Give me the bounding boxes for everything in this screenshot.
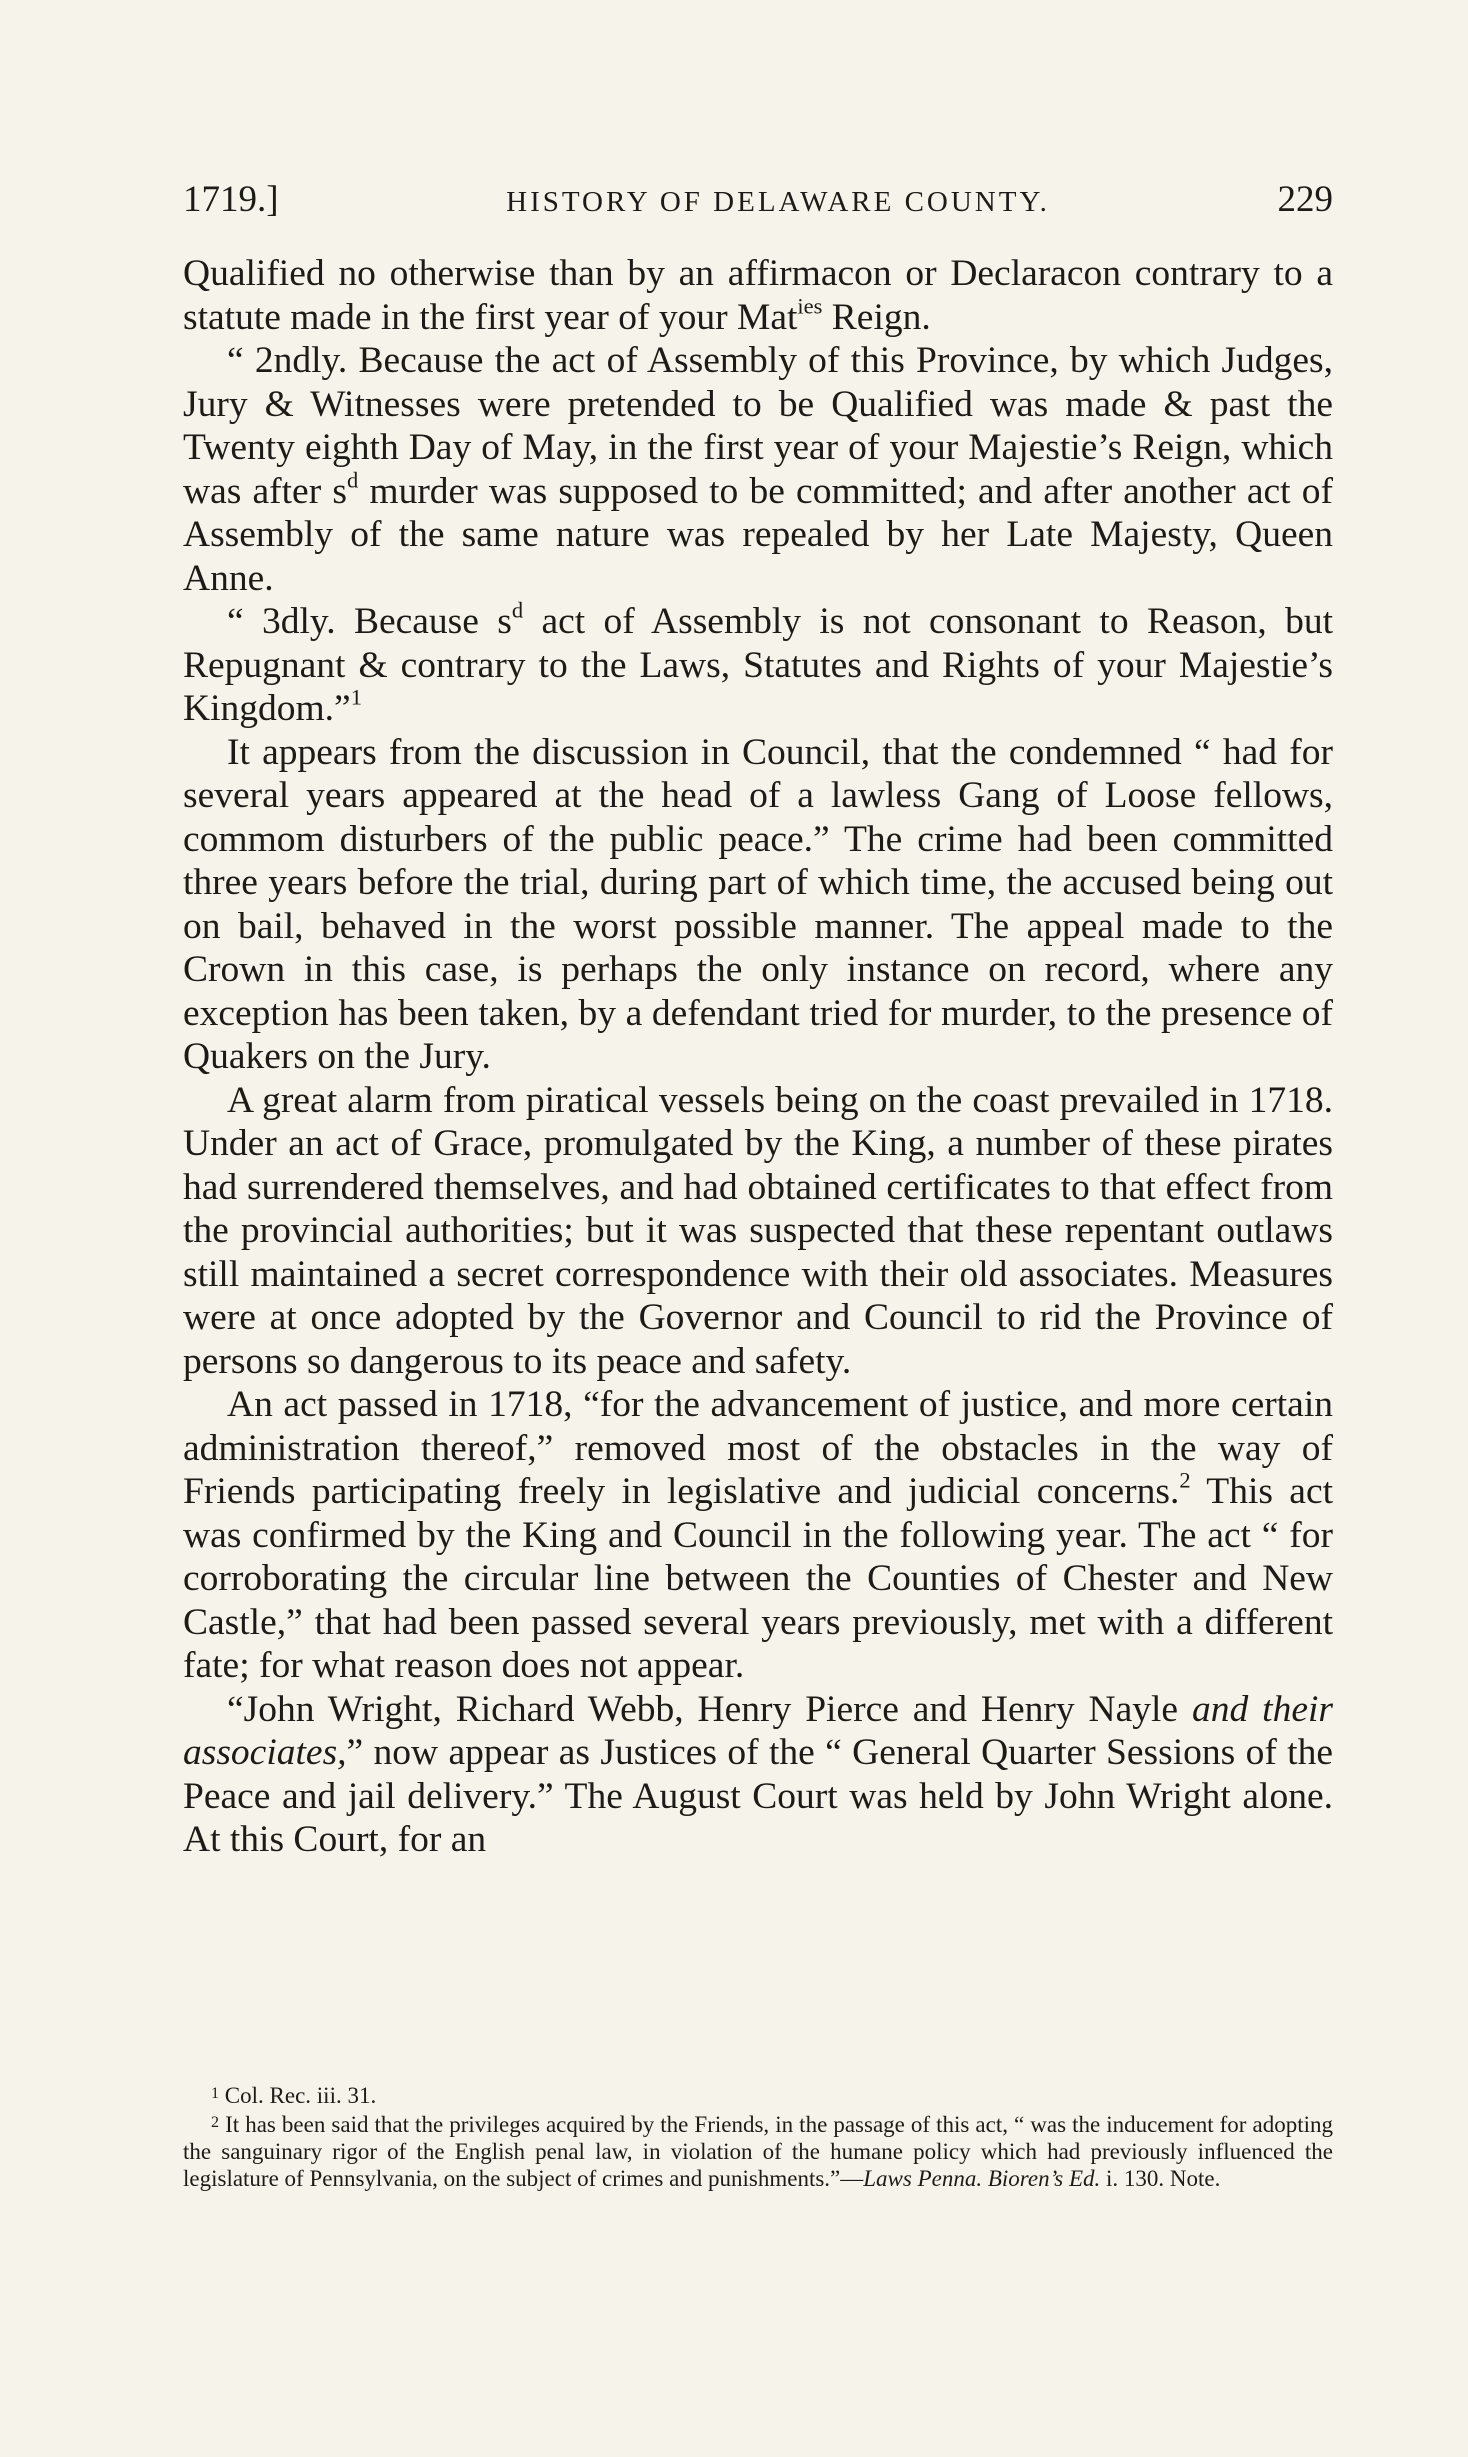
paragraph-text: Qualified no otherwise than by an affirmacon or Declaracon contrary to a statute made in the first year of your Mat — [183, 253, 1333, 338]
footnote-citation: Laws Penna. Bioren’s Ed. — [863, 2165, 1101, 2191]
paragraph-text: Reign. — [822, 296, 931, 338]
paragraph — [183, 1383, 1333, 1688]
header-year: 1719.] — [183, 179, 279, 220]
page — [183, 178, 1333, 1862]
superscript: ies — [797, 292, 823, 318]
superscript: d — [346, 466, 359, 492]
footnote-text: i. 130. Note. — [1100, 2165, 1221, 2191]
paragraph: A great alarm from piratical vessels being on the coast prevailed in 1718. Under an act of Grace, promulgated by the King, a number of these pirates had surrendered themselves, and had obtained certificates to that effect from the provincial authorities; but it was suspected that these repentant outlaws still maintained a secret correspondence with their old associates. Measures were at once adopted by the Governor and Council to rid the Province of persons so dangerous to its peace and safety. — [183, 1079, 1333, 1382]
footnote-mark: 1 — [211, 2085, 220, 2102]
paragraph — [183, 339, 1333, 600]
paragraph-text: “John Wright, Richard Webb, Henry Pierce and Henry Nayle — [227, 1688, 1192, 1730]
footnote-text: It has been said that the privileges acquired by the Friends, in the passage of this act, “ was the inducement for adopting the sanguinary rigor of the English penal law, in violation of the humane policy which had previously influenced the legislature of Pennsylvania, on the subject of crimes and punishments.”— — [183, 2111, 1334, 2191]
paragraph-text: “ 3dly. Because s — [227, 601, 512, 642]
running-header — [183, 178, 1333, 228]
paragraph: It appears from the discussion in Council, that the condemned “ had for several years appeared at the head of a lawless Gang of Loose fellows, commom disturbers of the public peace.” The crime had been committed three years before the trial, during part of which time, the accused being out on bail, behaved in the worst possible manner. The appeal made to the Crown in this case, is perhaps the only instance on record, where any exception has been taken, by a defendant tried for murder, to the presence of Quakers on the Jury. — [183, 731, 1333, 1077]
paragraph — [183, 1688, 1333, 1862]
paragraph-text: act of Assembly is not consonant to Reason, but Repugnant & contrary to the Laws, Statutes and Rights of your Majestie’s Kingdom.” — [183, 601, 1333, 729]
paragraph-text: This act was confirmed by the King and Council in the following year. The act “ for corroborating the circular line between the Counties of Chester and New Castle,” that had been passed several years previously, met with a different fate; for what reason does not appear. — [183, 1471, 1334, 1686]
paragraph-text: “ 2ndly. Because the act of Assembly of this Province, by which Judges, Jury & Witnesses were pretended to be Qualified was made & past the Twenty eighth Day of May, in the first year of your Majestie’s Reign, which was after s — [183, 340, 1333, 512]
emphasis: and their associates, — [183, 1688, 1334, 1773]
paragraph-text: An act passed in 1718, “for the advancement of justice, and more certain administration thereof,” removed most of the obstacles in the way of Friends participating freely in legislative and judicial concerns. — [183, 1384, 1333, 1512]
paragraph — [183, 597, 1333, 731]
paragraph — [183, 252, 1333, 339]
header-title: HISTORY OF DELAWARE COUNTY. — [506, 186, 1050, 218]
page-number: 229 — [1277, 179, 1333, 220]
footnote-mark: 2 — [211, 2113, 220, 2131]
paragraph-text: murder was supposed to be committed; and after another act of Assembly of the same nature was repealed by her Late Majesty, Queen Anne. — [183, 470, 1333, 599]
body-text — [183, 252, 1333, 1862]
footnote-ref: 1 — [350, 684, 362, 710]
footnote — [183, 2109, 1333, 2192]
footnotes — [183, 2080, 1333, 2192]
footnote — [183, 2080, 1333, 2109]
footnote-text: Col. Rec. iii. 31. — [224, 2082, 377, 2108]
superscript: d — [511, 597, 524, 623]
footnote-ref: 2 — [1179, 1467, 1191, 1493]
paragraph-text: ” now appear as Justices of the “ General Quarter Sessions of the Peace and jail delivery.” The August Court was held by John Wright alone. At this Court, for an — [183, 1732, 1333, 1860]
